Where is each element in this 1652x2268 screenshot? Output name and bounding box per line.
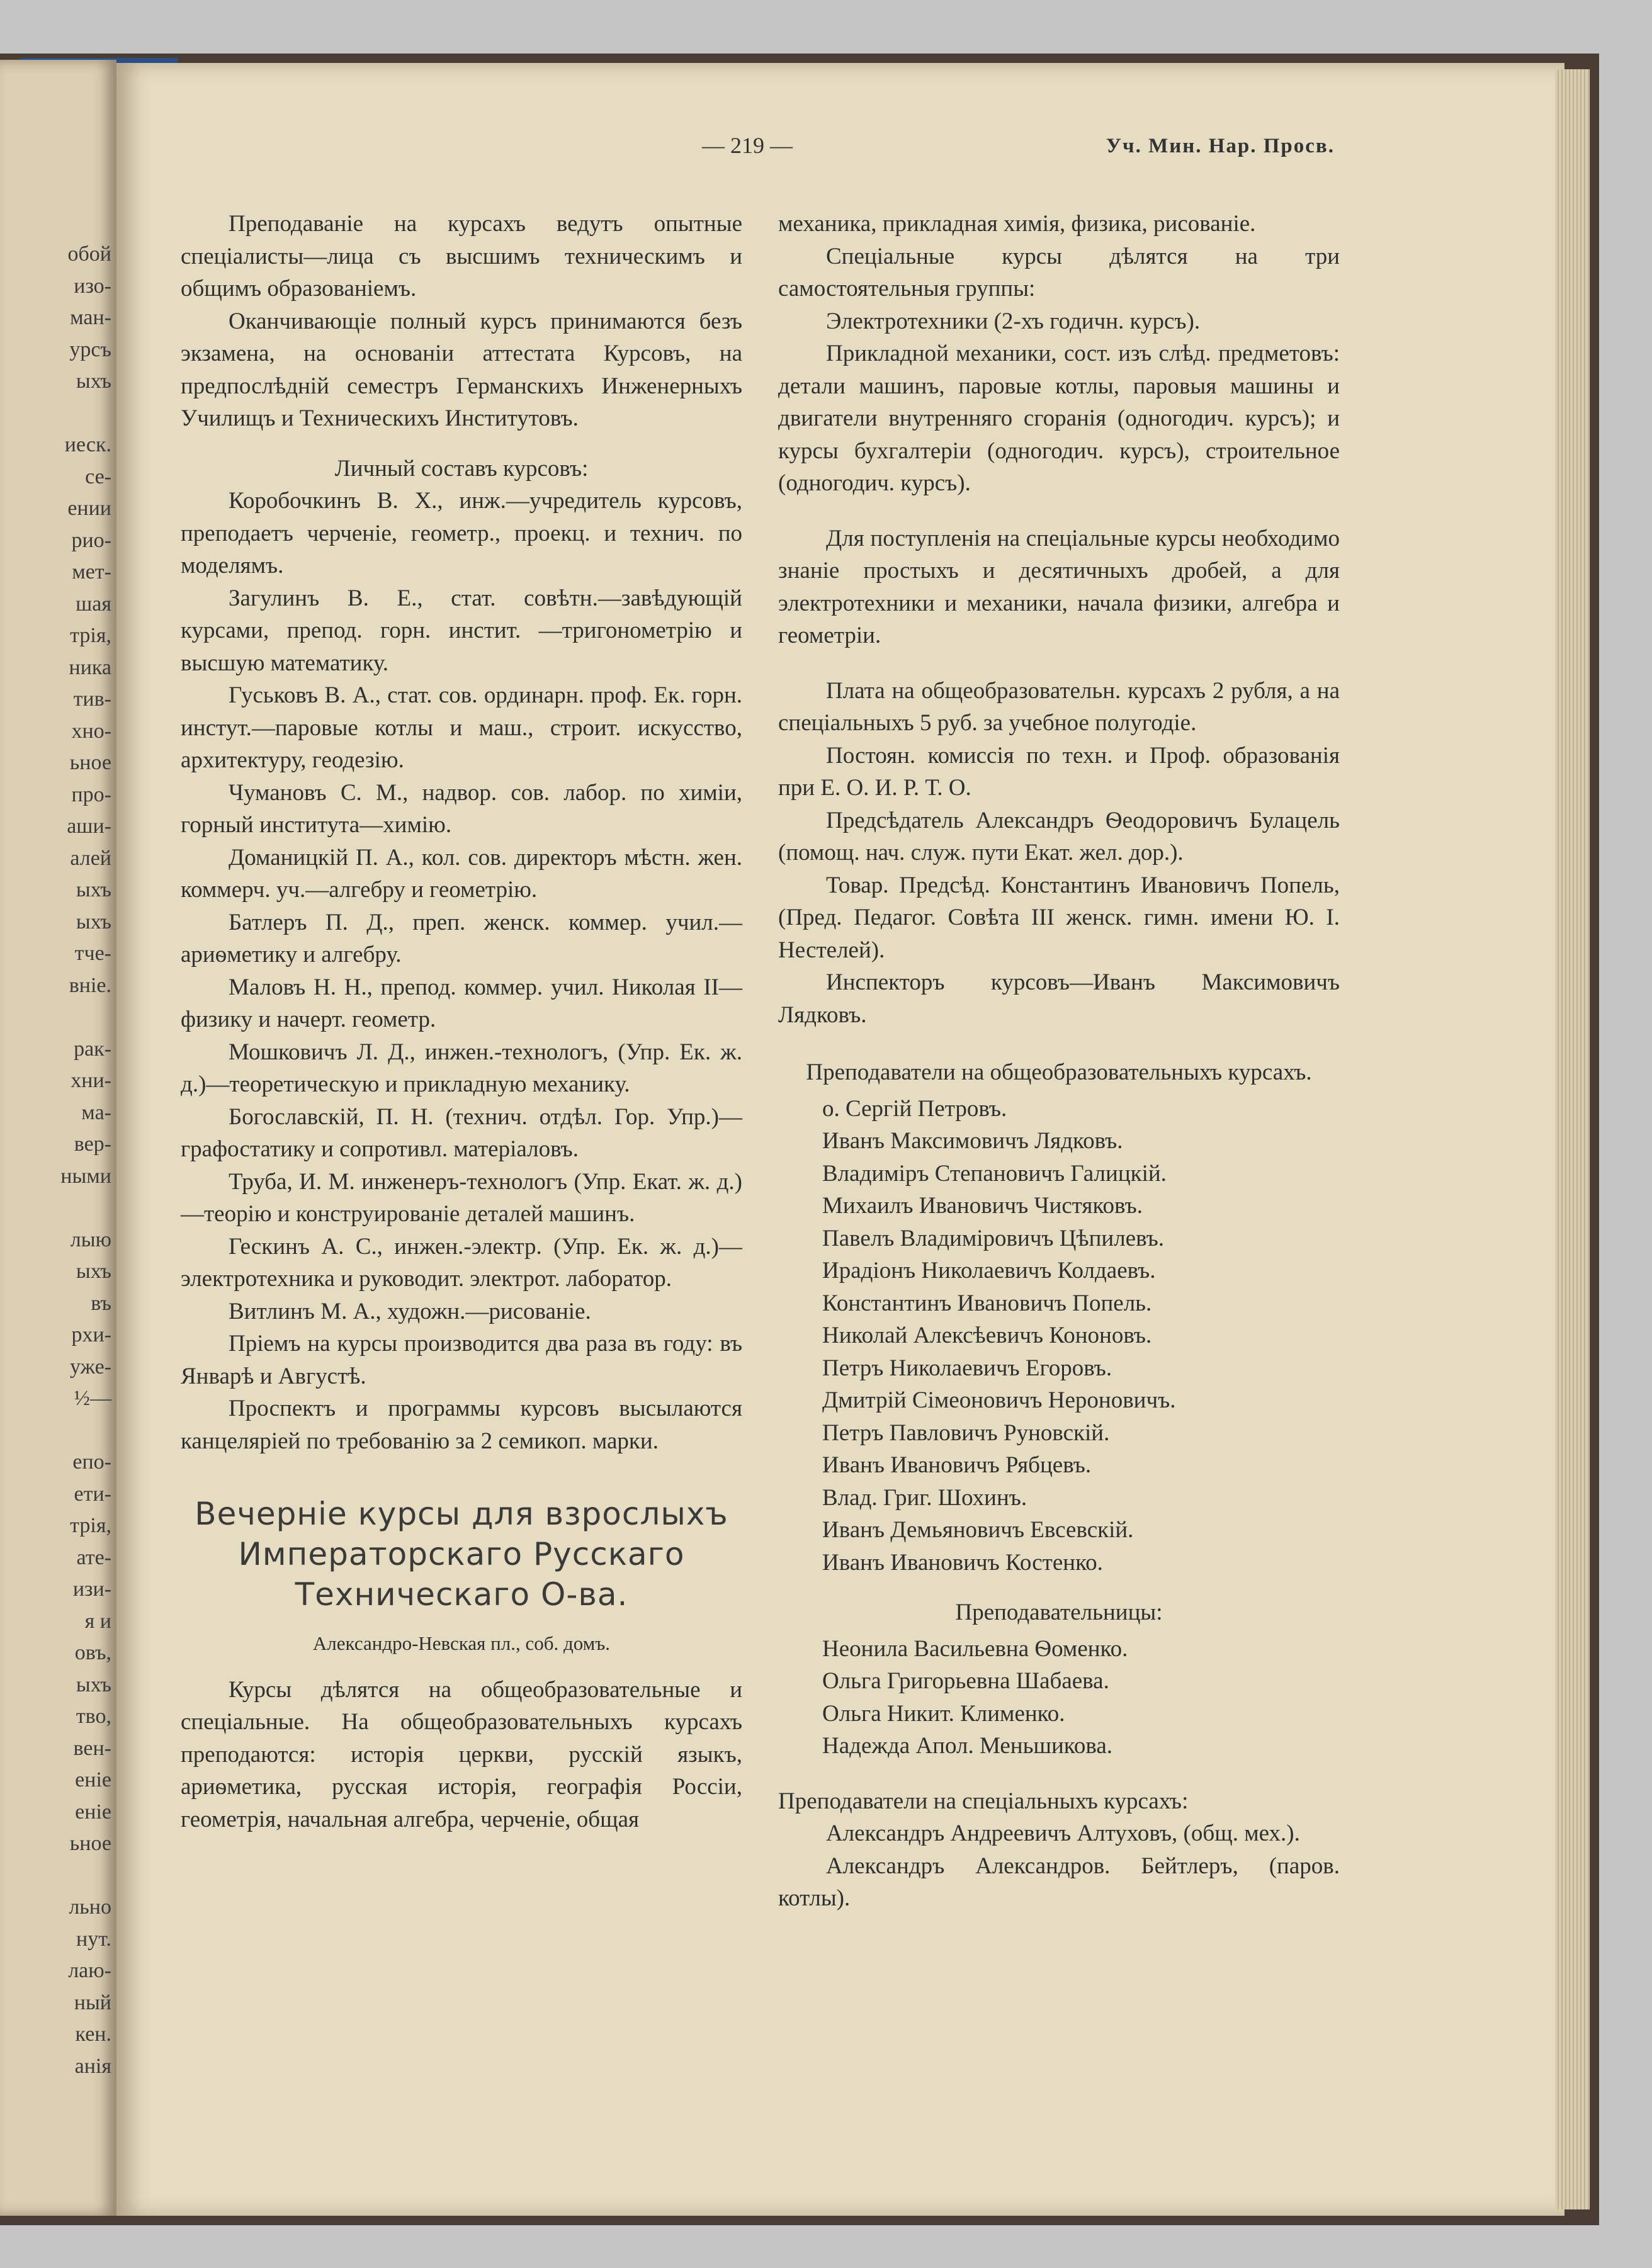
previous-page-text-fragment: се- [85, 465, 111, 488]
previous-page-text-fragment: аши- [67, 815, 111, 838]
staff-entry: Батлеръ П. Д., преп. женск. коммер. учил.—ариѳметику и алгебру. [181, 909, 742, 968]
previous-page-text-fragment: трія, [70, 1514, 111, 1537]
teachers-female-list [822, 1633, 1340, 1763]
previous-page-text-fragment: тче- [74, 942, 111, 965]
paragraph-instructors: Преподаваніе на курсахъ ведутъ опытные спеціалисты—лица съ высшимъ техническимъ и общимъ образованіемъ. [181, 211, 742, 302]
previous-page-text-fragment: ети- [74, 1482, 111, 1506]
previous-page-text-fragment: ыхъ [76, 1673, 111, 1696]
paragraph-graduates: Оканчивающіе полный курсъ принимаются безъ экзамена, на основаніи аттестата Курсовъ, на предпослѣдній семестръ Германскихъ Инженерныхъ Училищъ и Техническихъ Институтовъ. [181, 308, 742, 431]
previous-page-text-fragment: еніе [75, 1768, 111, 1791]
teacher-name: Владиміръ Степановичъ Галицкій. [822, 1160, 1167, 1187]
previous-page-text-fragment: лыю [70, 1227, 111, 1251]
previous-page-text-fragment: ыхъ [76, 910, 111, 934]
staff-list [181, 485, 742, 1328]
previous-page-text-fragment: обой [67, 242, 111, 266]
staff-entry: Богославскій, П. Н. (технич. отдѣл. Гор. Упр.)—графостатику и сопротивл. матеріаловъ. [181, 1103, 742, 1162]
previous-page-text-fragment: уже- [69, 1355, 111, 1379]
paragraph-commission: Постоян. комиссія по техн. и Проф. образованія при Е. О. И. Р. Т. О. [778, 742, 1340, 801]
previous-page-text-fragment: ьное [69, 751, 111, 774]
paragraph-requirements: Для поступленія на спеціальные курсы необходимо знаніе простыхъ и десятичныхъ дробей, а для электротехники и механики, начала физики, алгебра и геометріи. [778, 525, 1340, 648]
teacher-special-entry: Александръ Александров. Бейтлеръ, (паров. котлы). [778, 1853, 1340, 1911]
previous-page-text-fragment: ма- [81, 1100, 111, 1124]
previous-page-text-fragment: льно [69, 1895, 111, 1919]
previous-page-text-fragment: анія [74, 2054, 111, 2078]
previous-page-text-fragment: рак- [74, 1037, 111, 1061]
teachers-general-list [822, 1093, 1340, 1579]
previous-page-text-fragment: ман- [70, 306, 111, 329]
staff-entry: Мошковичъ Л. Д., инжен.-технологъ, (Упр. Ек. ж. д.)—теоретическую и прикладную механику. [181, 1039, 742, 1097]
previous-page-text-fragment: иеск. [64, 433, 111, 456]
teachers-general-heading: Преподаватели на общеобразовательныхъ курсахъ. [806, 1059, 1312, 1085]
previous-page-text-fragment: въ [91, 1291, 111, 1315]
paragraph-vice-chairman: Товар. Предсѣд. Константинъ Ивановичъ Попель, (Пред. Педагог. Совѣта III женск. гимн. имени Ю. І. Нестелей). [778, 872, 1340, 963]
teacher-name: Иванъ Максимовичъ Лядковъ. [822, 1128, 1123, 1154]
paragraph-prospectus: Проспектъ и программы курсовъ высылаются канцеляріей по требованію за 2 семикоп. марки. [181, 1396, 742, 1454]
teacher-name: Иванъ Демьяновичъ Евсевскій. [822, 1517, 1134, 1543]
running-title: Уч. Мин. Нар. Просв. [1106, 135, 1335, 157]
previous-page-text-fragment: лаю- [68, 1959, 111, 1982]
previous-page-text-fragment: ьное [69, 1832, 111, 1855]
page-stack-edge [1555, 69, 1590, 2209]
previous-page-text-fragment: ными [60, 1164, 111, 1188]
paragraph-group-mechanics: Прикладной механики, сост. изъ слѣд. предметовъ: детали машинъ, паровые котлы, паровыя машины и двигатели внутренняго сгоранія (одногодич. курсъ); и курсы бухгалтеріи (одногодич. курсъ), строительное (одногодич. курсъ). [778, 341, 1340, 496]
paragraph-continuation: механика, прикладная химія, физика, рисованіе. [778, 211, 1256, 237]
previous-page-text-fragment: мет- [72, 560, 111, 584]
previous-page-text-fragment: вен- [73, 1736, 111, 1760]
staff-entry: Гескинъ А. С., инжен.-электр. (Упр. Ек. ж. д.)—электротехника и руководит. электрот. лаборатор. [181, 1233, 742, 1292]
previous-page-text-fragment: овъ, [74, 1641, 111, 1664]
previous-page-text-fragment: изо- [74, 274, 111, 298]
previous-page-text-fragment: епо- [72, 1450, 111, 1474]
previous-page-text-fragment: еніе [75, 1800, 111, 1824]
previous-page-text-fragment: ыхъ [76, 878, 111, 901]
section-address: Александро-Невская пл., соб. домъ. [312, 1632, 611, 1654]
teachers-special-heading: Преподаватели на спеціальныхъ курсахъ: [778, 1788, 1189, 1814]
previous-page-text-fragment: вер- [74, 1132, 111, 1156]
previous-page-text-fragment: трія, [70, 624, 111, 647]
paragraph-group-electro: Электротехники (2-хъ годичн. курсъ). [826, 308, 1201, 334]
previous-page-text-fragment: я и [84, 1609, 111, 1633]
previous-page-text-fragment: ный [74, 1990, 111, 2014]
teacher-name: Влад. Григ. Шохинъ. [822, 1484, 1027, 1511]
previous-page-text-fragment: ении [67, 497, 111, 520]
previous-page-text-fragment: ника [69, 655, 111, 679]
previous-page-text-fragment: ½— [74, 1387, 111, 1410]
teacher-special-entry: Александръ Андреевичъ Алтуховъ, (общ. мех.). [826, 1820, 1300, 1846]
staff-entry: Чумановъ С. М., надвор. сов. лабор. по химіи, горный института—химію. [181, 779, 742, 838]
teacher-name: Ольга Никит. Клименко. [822, 1700, 1065, 1727]
teachers-female-heading: Преподавательницы: [955, 1599, 1163, 1625]
previous-page-text-fragment: хно- [71, 719, 111, 743]
right-column [778, 208, 1340, 1915]
paragraph-fee: Плата на общеобразовательн. курсахъ 2 рубля, а на спеціальныхъ 5 руб. за учебное полугодіе. [778, 677, 1340, 736]
teacher-name: Николай Алексѣевичъ Кононовъ. [822, 1323, 1152, 1348]
teacher-name: Ирадіонъ Николаевичъ Колдаевъ. [822, 1258, 1156, 1284]
staff-entry: Гуськовъ В. А., стат. сов. ординарн. проф. Ек. горн. инстут.—паровые котлы и маш., строит. искусство, архитектуру, геодезію. [181, 682, 742, 773]
teacher-name: Надежда Апол. Меньшикова. [822, 1733, 1113, 1759]
teacher-name: Иванъ Ивановичъ Рябцевъ. [822, 1452, 1092, 1478]
previous-page-text-fragment: кен. [75, 2023, 111, 2046]
page-number: — 219 — [702, 133, 793, 158]
staff-entry: Доманицкій П. А., кол. сов. директоръ мѣстн. жен. коммерч. уч.—алгебру и геометрію. [181, 844, 742, 903]
previous-page-text-fragment: ате- [76, 1545, 111, 1569]
paragraph-admission: Пріемъ на курсы производится два раза въ году: въ Январѣ и Августѣ. [181, 1331, 742, 1389]
running-head [630, 132, 1335, 164]
staff-entry: Коробочкинъ В. Х., инж.—учредитель курсовъ, преподаетъ черченіе, геометр., проекц. и технич. по моделямъ. [181, 488, 742, 578]
previous-page-text-fragment: изи- [72, 1577, 111, 1601]
teacher-name: Ольга Григорьевна Шабаева. [822, 1668, 1109, 1694]
teacher-name: Неонила Васильевна Ѳоменко. [822, 1635, 1128, 1662]
teacher-name: Иванъ Ивановичъ Костенко. [822, 1549, 1103, 1576]
previous-page-text-fragment: нут. [76, 1927, 111, 1951]
teacher-name: Михаилъ Ивановичъ Чистяковъ. [822, 1193, 1143, 1219]
staff-entry: Загулинъ В. Е., стат. совѣтн.—завѣдующій курсами, препод. горн. инстит. —тригонометрію и высшую математику. [181, 585, 742, 676]
previous-page-text-fragment: тво, [76, 1705, 111, 1728]
staff-entry: Витлинъ М. А., художн.—рисованіе. [229, 1298, 591, 1324]
teacher-name: Петръ Николаевичъ Егоровъ. [822, 1355, 1112, 1381]
previous-page-text-fragment: тив- [73, 687, 111, 711]
previous-page-text-fragment: хни- [71, 1069, 111, 1092]
previous-page-text-fragment: внiе. [69, 973, 111, 997]
teacher-name: Константинъ Ивановичъ Попель. [822, 1290, 1152, 1316]
previous-page-edge [0, 60, 116, 2216]
previous-page-text-fragment: про- [71, 782, 111, 806]
paragraph-chairman: Предсѣдатель Александръ Ѳеодоровичъ Булацель (помощ. нач. служ. пути Екат. жел. дор.). [778, 807, 1340, 866]
paragraph-inspector: Инспекторъ курсовъ—Иванъ Максимовичъ Лядковъ. [778, 969, 1340, 1028]
left-column [181, 208, 742, 1836]
previous-page-text-fragment: ыхъ [76, 1260, 111, 1283]
staff-entry: Труба, И. М. инженеръ-технологъ (Упр. Екат. ж. д.)—теорію и конструированіе деталей машинъ. [181, 1168, 742, 1227]
teacher-name: о. Сергій Петровъ. [822, 1095, 1007, 1122]
previous-page-text-fragment: урсъ [69, 337, 111, 361]
previous-page-text-fragment: рио- [71, 528, 111, 552]
teacher-name: Павелъ Владиміровичъ Цѣпилевъ. [822, 1225, 1165, 1251]
teacher-name: Дмитрій Сімеоновичъ Нероновичъ. [822, 1387, 1176, 1413]
previous-page-text-fragment: шая [76, 592, 111, 616]
section-title: Вечерніе курсы для взрослыхъ Императорскаго Русскаго Техническаго О-ва. [195, 1496, 728, 1613]
staff-entry: Маловъ Н. Н., препод. коммер. учил. Николая II—физику и начерт. геометр. [181, 974, 742, 1032]
previous-page-text-fragment: ыхъ [76, 370, 111, 393]
staff-heading: Личный составъ курсовъ: [334, 455, 589, 482]
paragraph-groups: Спеціальные курсы дѣлятся на три самостоятельныя группы: [778, 243, 1340, 302]
previous-page-text-fragment: рхи- [71, 1323, 111, 1346]
paragraph-courses: Курсы дѣлятся на общеобразовательные и спеціальные. На общеобразовательныхъ курсахъ преподаются: исторія церкви, русскій языкъ, ариѳметика, русская исторія, географія Россіи, геометрія, начальная алгебра, черченіе, общая [181, 1676, 742, 1832]
teacher-name: Петръ Павловичъ Руновскій. [822, 1419, 1110, 1446]
previous-page-text-fragment: алей [70, 846, 111, 870]
